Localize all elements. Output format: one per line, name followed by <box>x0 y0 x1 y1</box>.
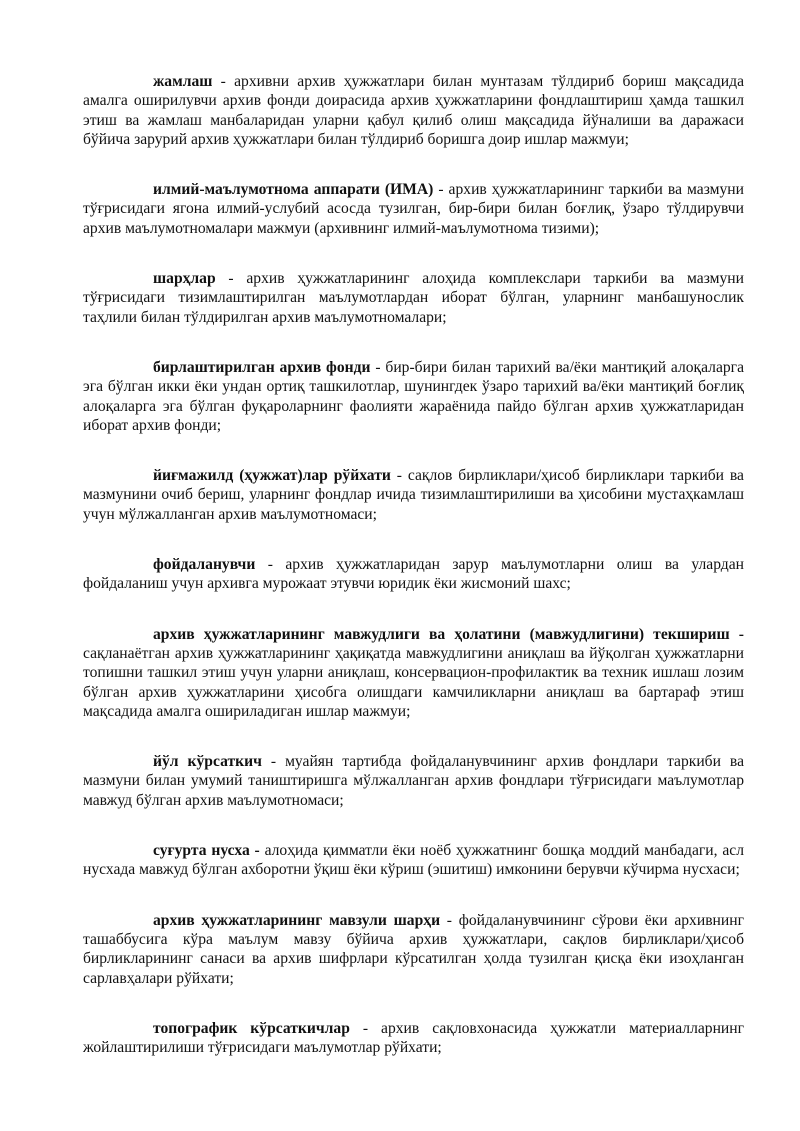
definition-text: сақланаётган архив ҳужжатларининг ҳақиқатда мавжудлигини аниқлаш ва йўқолган ҳужжатларни топишни ташкил этиш учун уларни аниқлаш, консервацион-профилактик ва техник ишлаш лозим бўлган архив ҳужжатларини ҳисобга олишдаги камчиликларни аниқлаш ва бартараф этиш мақсадида амалга ошириладиган ишлар мажмуи; <box>83 644 744 720</box>
definition-text: - архив ҳужжатларининг алоҳида комплекслари таркиби ва мазмуни тўғрисидаги тизимлаштирилган маълумотлардан иборат бўлган, уларнинг манбашунослик таҳлили билан тўлдирилган архив маълумотномалари; <box>83 270 744 326</box>
definition-entry <box>83 1019 744 1058</box>
definition-term: суғурта нусха - <box>153 842 260 860</box>
definition-text: - сақлов бирликлари/ҳисоб бирликлари таркиби ва мазмунини очиб бериш, уларнинг фондлар ичида тизимлаштирилиши ва ҳисобини мустаҳкамлаш учун мўлжалланган архив маълумотномаси; <box>83 467 744 523</box>
definition-text: алоҳида қимматли ёки ноёб ҳужжатнинг бошқа моддий манбадаги, асл нусхада мавжуд бўлган ахборотни ўқиш ёки кўриш (эшитиш) имконини берувчи кўчирма нусхаси; <box>83 842 745 879</box>
definition-entry <box>83 72 744 149</box>
definition-text: - архив сақловхонасида ҳужжатли материалларнинг жойлаштирилиши тўғрисидаги маълумотлар рўйхати; <box>83 1019 744 1057</box>
definition-entry <box>83 269 744 327</box>
definition-term: бирлаштирилган архив фонди <box>153 358 371 376</box>
definition-term: илмий-маълумотнома аппарати (ИМА) <box>153 181 434 199</box>
definition-term: шарҳлар <box>153 270 216 288</box>
definition-entry <box>83 180 744 238</box>
definition-text: - архив ҳужжатларининг таркиби ва мазмуни тўғрисидаги ягона илмий-услубий асосда тузилган, бир-бири билан боғлиқ, ўзаро тўлдирувчи архив маълумотномалари мажмуи (архивнинг илмий-маълумотнома тизими); <box>83 181 744 237</box>
definition-term: йиғмажилд (ҳужжат)лар рўйхати <box>153 467 391 485</box>
definition-text: - бир-бири билан тарихий ва/ёки мантиқий алоқаларга эга бўлган икки ёки ундан ортиқ ташкилотлар, шунингдек ўзаро тарихий ва/ёки мантиқий боғлиқ алоқаларга эга бўлган фуқароларнинг фаолияти жараёнида пайдо бўлган архив ҳужжатларидан иборат архив фонди; <box>83 358 744 434</box>
definition-text: - фойдаланувчининг сўрови ёки архивнинг ташаббусига кўра маълум мавзу бўйича архив ҳужжатлари, сақлов бирликлари/ҳисоб бирликларининг санаси ва архив шифрлари кўрсатилган ҳолда тузилган қисқа ёки изоҳланган сарлавҳалари рўйхати; <box>83 911 744 987</box>
definition-term: жамлаш <box>153 73 213 90</box>
definition-entry <box>83 911 744 988</box>
definition-text: - архив ҳужжатларидан зарур маълумотларни олиш ва улардан фойдаланиш учун архивга мурожаат этувчи юридик ёки жисмоний шахс; <box>83 556 744 593</box>
definition-term: йўл кўрсаткич <box>153 753 262 771</box>
definition-entry <box>83 466 744 524</box>
definition-term: архив ҳужжатларининг мавжудлиги ва ҳолатини (мавжудлигини) текшириш - <box>153 625 744 643</box>
definition-text: - муайян тартибда фойдаланувчининг архив фондлари таркиби ва мазмуни билан умумий таништиришга мўлжалланган архив фондлари тўғрисидаги маълумотлар мавжуд бўлган архив маълумотномаси; <box>83 753 745 809</box>
definition-entry <box>83 752 744 810</box>
definition-entry <box>83 358 744 435</box>
definition-entry <box>83 625 744 721</box>
definition-term: топографик кўрсаткичлар <box>153 1019 350 1037</box>
definition-text: - архивни архив ҳужжатлари билан мунтазам тўлдириб бориш мақсадида амалга оширилувчи архив фонди доирасида архив ҳужжатларини фондлаштириш ҳамда ташкил этиш ва жамлаш манбаларидан уларни қабул қилиб олиш мақсадида йўналиши ва даражаси бўйича зарурий архив ҳужжатлари билан тўлдириб боришга доир ишлар мажмуи; <box>83 73 744 148</box>
definition-term: архив ҳужжатларининг мавзули шарҳи <box>153 911 441 929</box>
definition-term: фойдаланувчи <box>153 556 256 574</box>
definition-entry <box>83 841 744 880</box>
definition-entry <box>83 555 744 594</box>
